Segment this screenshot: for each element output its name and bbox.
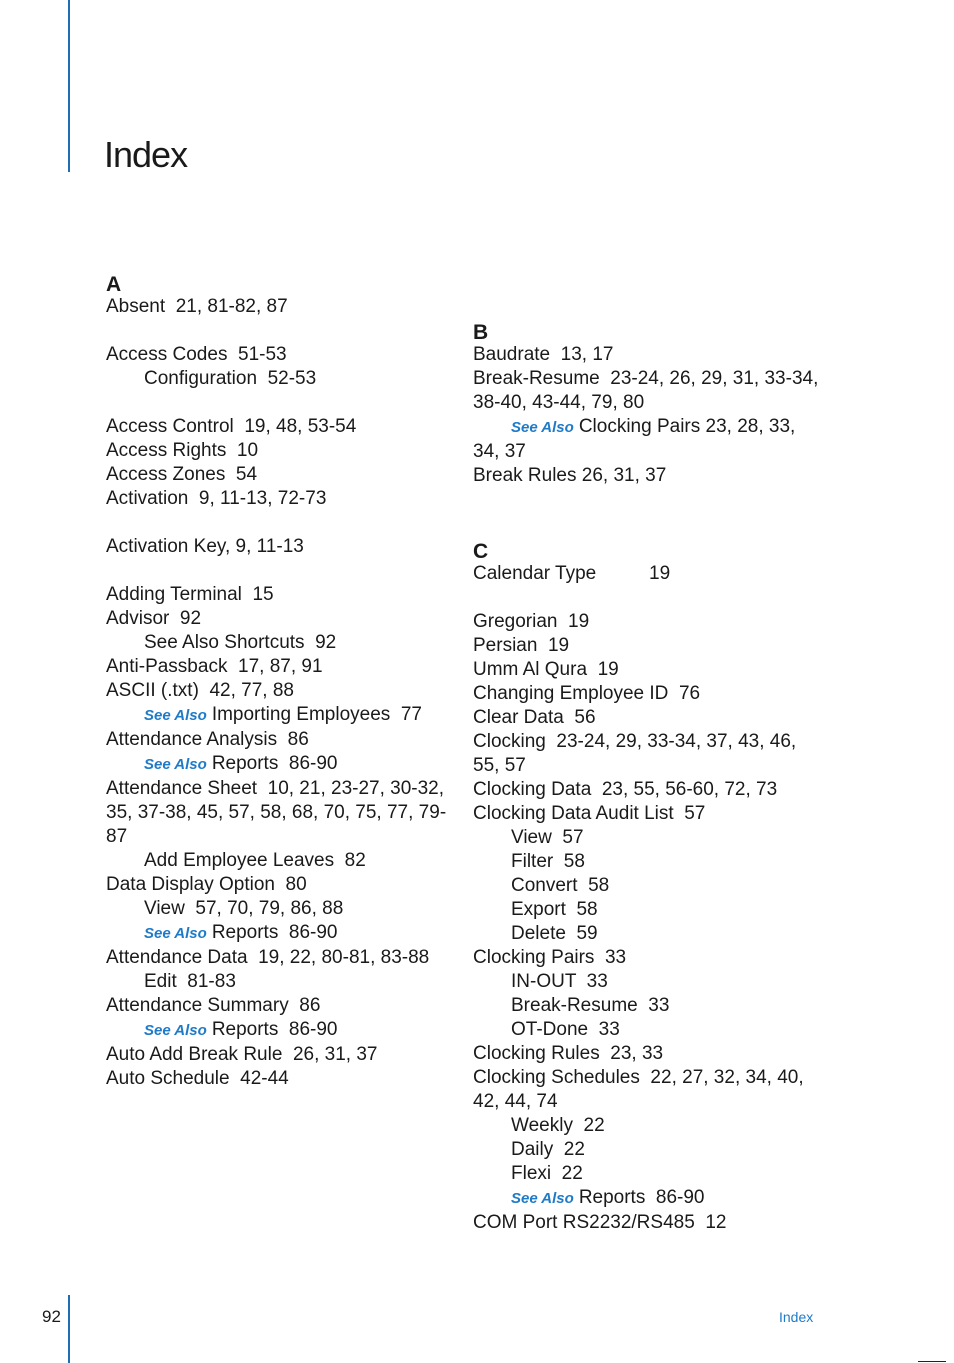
entry-text: Adding Terminal 15 [106,584,274,605]
index-entry [106,873,456,897]
entry-text: Flexi 22 [511,1163,583,1184]
index-entry [473,464,823,488]
index-subentry [106,367,456,391]
entry-text: Access Zones 54 [106,464,258,485]
see-also-label: See Also [511,419,574,436]
index-subentry [106,752,456,777]
index-subentry [473,1186,823,1211]
index-subentry [473,850,823,874]
index-entry [106,415,456,439]
entry-text: Access Codes 51-53 [106,344,287,365]
section-letter: A [106,273,122,296]
entry-text: Delete 59 [511,923,598,944]
index-section-b [473,319,823,488]
entry-text: Clocking 23-24, 29, 33-34, 37, 43, 46, 55, 57 [473,731,802,776]
entry-text: Clocking Rules 23, 33 [473,1043,664,1064]
entry-text: Clocking Data 23, 55, 56-60, 72, 73 [473,779,778,800]
entry-text: View 57, 70, 79, 86, 88 [144,898,344,919]
entry-text: Absent 21, 81-82, 87 [106,296,288,317]
index-subentry [473,1162,823,1186]
index-section-c [473,538,823,1235]
blank-line [106,559,456,583]
see-also-label: See Also [144,1022,207,1039]
section-letter: B [473,321,489,344]
entry-text: Reports 86-90 [211,753,338,774]
blank-line [106,319,456,343]
index-entry [106,1067,456,1091]
see-also-label: See Also [511,1190,574,1207]
index-entry [106,728,456,752]
entry-text: Filter 58 [511,851,585,872]
index-entry [473,1066,823,1114]
entry-text: Changing Employee ID 76 [473,683,701,704]
index-entry [473,367,823,415]
entry-text: Clocking Pairs 33 [473,947,627,968]
entry-text: IN-OUT 33 [511,971,608,992]
entry-text: Activation Key, 9, 11-13 [106,536,304,557]
entry-text: Activation 9, 11-13, 72-73 [106,488,327,509]
entry-text: Edit 81-83 [144,971,236,992]
entry-text: Weekly 22 [511,1115,605,1136]
entry-text: Access Control 19, 48, 53-54 [106,416,357,437]
entry-text: Gregorian 19 [473,611,590,632]
index-subentry [106,897,456,921]
see-also-label: See Also [144,756,207,773]
entry-text: Umm Al Qura 19 [473,659,619,680]
index-subentry [473,826,823,850]
entry-text: Clear Data 56 [473,707,596,728]
index-entry [106,946,456,970]
index-entry [106,535,456,559]
page-title: Index [104,134,188,175]
entry-text: COM Port RS2232/RS485 12 [473,1212,727,1233]
index-entry [473,1042,823,1066]
index-entry [473,415,823,464]
entry-text: Importing Employees 77 [211,704,422,725]
index-entry [106,607,456,631]
entry-text: Export 58 [511,899,598,920]
entry-text: Attendance Data 19, 22, 80-81, 83-88 [106,947,430,968]
index-subentry [473,1138,823,1162]
index-entry [473,658,823,682]
index-subentry [106,703,456,728]
see-also-label: See Also [144,925,207,942]
entry-text: Clocking Schedules 22, 27, 32, 34, 40, 42, 44, 74 [473,1067,809,1112]
index-entry [473,634,823,658]
entry-text: Baudrate 13, 17 [473,344,614,365]
section-letter: C [473,540,489,563]
entry-text: Attendance Summary 86 [106,995,321,1016]
index-subentry [106,921,456,946]
index-entry [106,679,456,703]
corner-rule [918,1361,946,1362]
entry-text: Break Rules 26, 31, 37 [473,465,667,486]
index-entry [473,682,823,706]
header-rule [68,0,70,172]
index-subentry [473,970,823,994]
entry-text: Persian 19 [473,635,570,656]
index-subentry [473,898,823,922]
index-subentry [473,874,823,898]
index-entry [473,730,823,778]
blank-line [106,511,456,535]
entry-text: Attendance Analysis 86 [106,729,309,750]
index-entry [473,1211,823,1235]
entry-text: Daily 22 [511,1139,585,1160]
entry-text: Clocking Data Audit List 57 [473,803,706,824]
entry-text: Clocking Pairs 23, 28, 33, 34, 37 [473,416,801,462]
entry-text: Anti-Passback 17, 87, 91 [106,656,323,677]
blank-line [473,586,823,610]
index-entry [106,343,456,367]
index-entry [106,487,456,511]
entry-text: See Also Shortcuts 92 [144,632,337,653]
entry-text: Add Employee Leaves 82 [144,850,366,871]
entry-text: Access Rights 10 [106,440,259,461]
index-entry [106,777,456,849]
index-entry [106,655,456,679]
entry-text: Calendar Type 19 [473,563,671,584]
entry-text: Auto Add Break Rule 26, 31, 37 [106,1044,378,1065]
entry-text: Break-Resume 23-24, 26, 29, 31, 33-34, 38-40, 43-44, 79, 80 [473,368,824,413]
index-entry [106,439,456,463]
index-entry [106,994,456,1018]
index-subentry [106,849,456,873]
index-section-a [106,271,456,1091]
footer-label: Index [779,1309,814,1325]
index-subentry [473,1114,823,1138]
index-entry [106,1043,456,1067]
entry-text: Reports 86-90 [211,1019,338,1040]
index-subentry [106,1018,456,1043]
index-entry [473,778,823,802]
entry-text: Advisor 92 [106,608,202,629]
index-subentry [473,994,823,1018]
index-entry [106,295,456,319]
index-entry [473,343,823,367]
entry-text: Auto Schedule 42-44 [106,1068,289,1089]
index-entry [473,802,823,826]
see-also-label: See Also [144,707,207,724]
entry-text: ASCII (.txt) 42, 77, 88 [106,680,294,701]
index-subentry [473,1018,823,1042]
entry-text: View 57 [511,827,584,848]
entry-text: Convert 58 [511,875,610,896]
entry-text: Attendance Sheet 10, 21, 23-27, 30-32, 35, 37-38, 45, 57, 58, 68, 70, 75, 77, 79-87 [106,778,450,847]
index-entry [473,946,823,970]
index-entry [106,463,456,487]
blank-line [106,391,456,415]
index-entry [473,610,823,634]
entry-text: Data Display Option 80 [106,874,307,895]
index-entry [473,706,823,730]
entry-text: OT-Done 33 [511,1019,620,1040]
entry-text: Reports 86-90 [578,1187,705,1208]
index-subentry [106,970,456,994]
footer-rule [68,1295,70,1363]
index-entry [106,583,456,607]
entry-text: Break-Resume 33 [511,995,670,1016]
index-subentry [106,631,456,655]
index-subentry [473,922,823,946]
index-entry [473,562,823,586]
entry-text: Reports 86-90 [211,922,338,943]
page-number: 92 [42,1307,61,1326]
entry-text: Configuration 52-53 [144,368,317,389]
